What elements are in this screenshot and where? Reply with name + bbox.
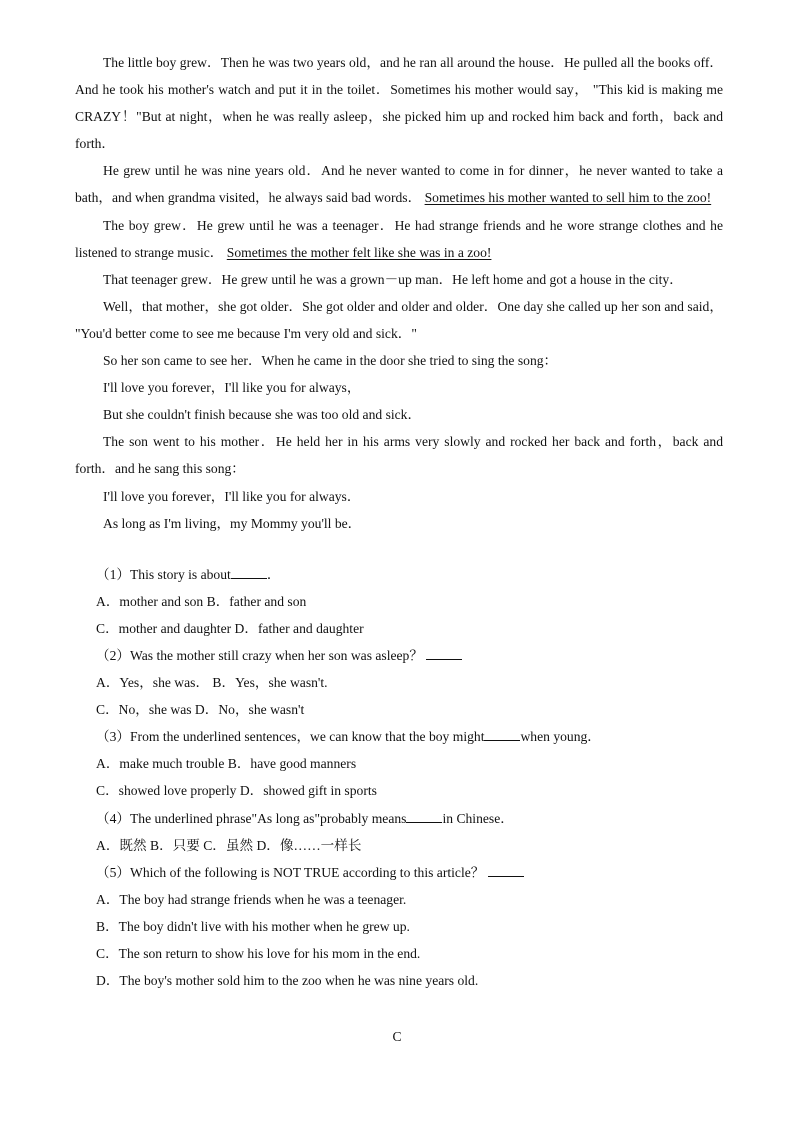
- question-5-option-a: A．The boy had strange friends when he was a teenager.: [96, 891, 407, 907]
- song-line-3: As long as I'm living，my Mommy you'll be．: [103, 515, 362, 531]
- passage-paragraph-2: [75, 157, 723, 211]
- answer-blank: [488, 864, 524, 877]
- question-5-option-b: B．The boy didn't live with his mother when he grew up.: [96, 918, 410, 934]
- question-5-option-d: D．The boy's mother sold him to the zoo when he was nine years old.: [96, 973, 479, 989]
- question-3: [75, 723, 723, 750]
- question-2-text: （2）Was the mother still crazy when her son was asleep？: [96, 647, 423, 663]
- reading-passage-page: [75, 49, 723, 994]
- question-3-options-row-1: A．make much trouble B．have good manners: [96, 756, 357, 772]
- question-1-text: （1）This story is about: [96, 566, 231, 582]
- question-4-options-row-1: A．既然 B．只要 C．虽然 D．像……一样长: [96, 837, 362, 853]
- section-letter: C: [392, 1029, 402, 1044]
- answer-blank: [231, 566, 267, 579]
- passage-paragraph-3-text: The boy grew．He grew until he was a teenager．He had strange friends and he wore strange clothes and he listened to strange music．: [75, 217, 723, 260]
- question-1-options-row-2: C．mother and daughter D．father and daughter: [96, 620, 364, 636]
- passage-paragraph-2-text: He grew until he was nine years old．And he never wanted to come in for dinner，he never wanted to take a bath，and when grandma visited，he always said bad words．: [75, 163, 723, 206]
- song-line-2: I'll love you forever，I'll like you for always．: [103, 488, 361, 504]
- passage-paragraph-3: [75, 212, 723, 266]
- question-5-option-c: C．The son return to show his love for his mom in the end.: [96, 946, 421, 961]
- question-3-end: when young．: [520, 729, 601, 745]
- passage-paragraph-4: That teenager grew．He grew until he was a grown－up man．He left home and got a house in the city．: [103, 271, 683, 287]
- passage-paragraph-6: So her son came to see her．When he came in the door she tried to sing the song：: [103, 353, 558, 369]
- underlined-sentence-2: Sometimes the mother felt like she was in a zoo!: [226, 244, 492, 260]
- question-5-text: （5）Which of the following is NOT TRUE according to this article？: [96, 864, 485, 880]
- spacer: [75, 537, 723, 561]
- answer-blank: [426, 647, 462, 660]
- question-4: [75, 805, 723, 832]
- song-line-1: I'll love you forever，I'll like you for always，: [103, 380, 361, 396]
- passage-paragraph-9: The son went to his mother．He held her in his arms very slowly and rocked her back and forth，back and forth．and he sang this song：: [75, 434, 723, 477]
- question-4-text: （4）The underlined phrase"As long as"probably means: [96, 810, 407, 826]
- question-2-options-row-2: C．No，she was D．No，she wasn't: [96, 702, 305, 718]
- question-3-options-row-2: C．showed love properly D．showed gift in sports: [96, 783, 377, 799]
- question-3-text: （3）From the underlined sentences，we can know that the boy might: [96, 729, 485, 745]
- answer-blank: [484, 728, 520, 741]
- question-4-end: in Chinese．: [442, 810, 514, 826]
- passage-paragraph-8: But she couldn't finish because she was too old and sick．: [103, 407, 422, 423]
- question-1-end: ．: [266, 566, 281, 582]
- underlined-sentence-1: Sometimes his mother wanted to sell him to the zoo!: [424, 190, 712, 206]
- passage-paragraph-5: Well，that mother，she got older．She got older and older and older．One day she called up her son and said， "You'd better come to see me because I'm very old and sick．": [75, 298, 723, 341]
- question-2-options-row-1: A．Yes，she was． B．Yes，she wasn't.: [96, 675, 328, 691]
- question-1: [75, 561, 723, 588]
- passage-paragraph-1: The little boy grew．Then he was two years old，and he ran all around the house．He pulled all the books off．And he took his mother's watch and put it in the toilet．Sometimes his mother would say， "This kid is making me CRAZY！"But at night，when he was really asleep，she picked him up and rocked him back and forth，back and forth．: [75, 55, 723, 152]
- question-1-options-row-1: A．mother and son B．father and son: [96, 593, 307, 609]
- question-5: [75, 859, 723, 886]
- answer-blank: [406, 810, 442, 823]
- question-2: [75, 642, 723, 669]
